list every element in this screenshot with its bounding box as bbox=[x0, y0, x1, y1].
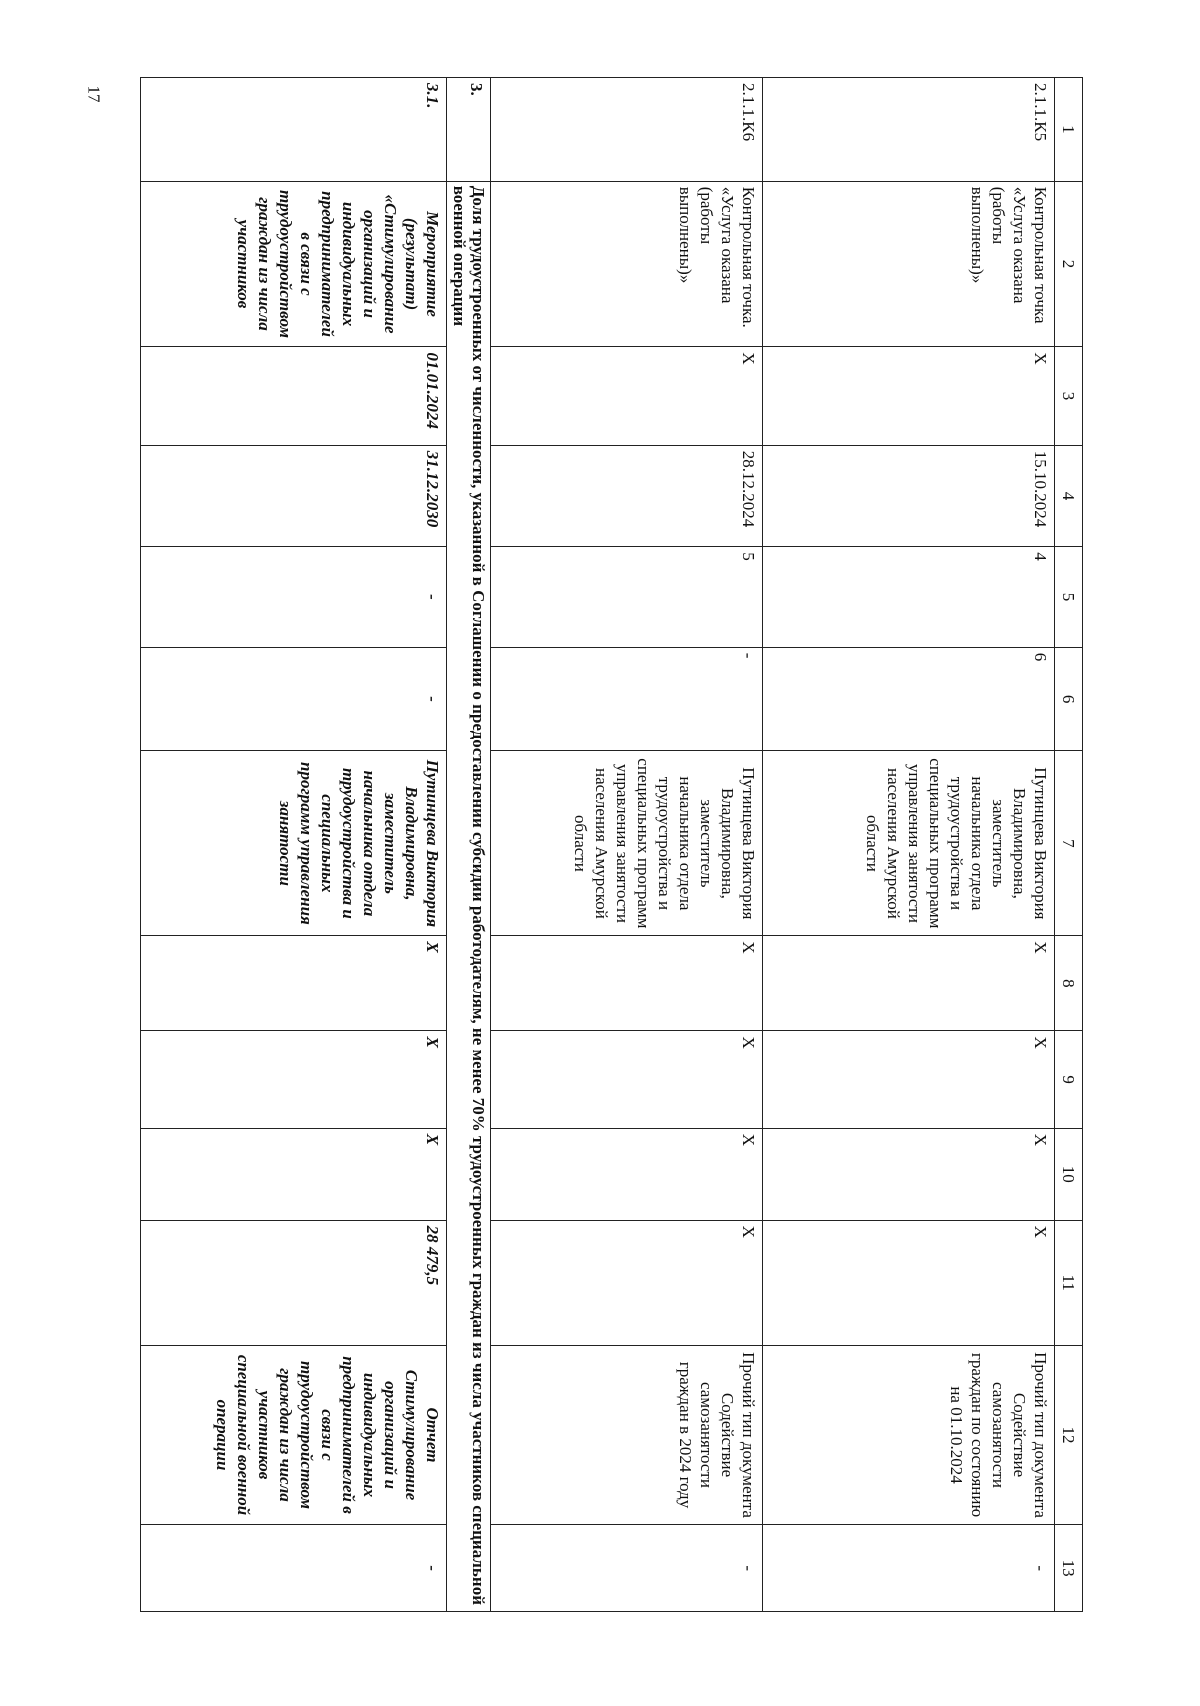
cell-document: Прочий тип документа Содействие самозанятости граждан в 2024 году bbox=[491, 1345, 763, 1525]
cell-c5: 4 bbox=[763, 547, 1055, 647]
page-number: 17 bbox=[84, 85, 104, 103]
cell-c5: 5 bbox=[491, 547, 763, 647]
cell-code: 2.1.1.К6 bbox=[491, 78, 763, 182]
section-row bbox=[447, 78, 491, 1612]
cell-c9: X bbox=[763, 1031, 1055, 1128]
cell-c11: X bbox=[491, 1220, 763, 1345]
cell-c11: 28 479,5 bbox=[141, 1220, 447, 1345]
col-header: 2 bbox=[1055, 181, 1083, 347]
col-header: 12 bbox=[1055, 1345, 1083, 1525]
cell-end: 15.10.2024 bbox=[763, 445, 1055, 547]
cell-c10: X bbox=[141, 1128, 447, 1220]
col-header: 5 bbox=[1055, 547, 1083, 647]
cell-document: Отчет Стимулирование организаций и индивидуальных предпринимателей в связи с трудоустройством граждан из числа участников специальной военной операции bbox=[141, 1345, 447, 1525]
cell-c10: X bbox=[491, 1128, 763, 1220]
col-header: 7 bbox=[1055, 751, 1083, 936]
plan-table bbox=[140, 77, 1083, 1612]
cell-name: Контрольная точка «Услуга оказана (работы выполнены)» bbox=[763, 181, 1055, 347]
cell-code: 3.1. bbox=[141, 78, 447, 182]
cell-c13: - bbox=[141, 1525, 447, 1612]
col-header: 13 bbox=[1055, 1525, 1083, 1612]
cell-c8: X bbox=[763, 936, 1055, 1031]
header-row bbox=[1055, 78, 1083, 1612]
col-header: 4 bbox=[1055, 445, 1083, 547]
cell-responsible: Путинцева Виктория Владимировна, заместитель начальника отдела трудоустройства и специальных программ управления занятости населения Амурской области bbox=[491, 751, 763, 936]
col-header: 10 bbox=[1055, 1128, 1083, 1220]
cell-c5: - bbox=[141, 547, 447, 647]
col-header: 11 bbox=[1055, 1220, 1083, 1345]
cell-c6: 6 bbox=[763, 647, 1055, 751]
section-number: 3. bbox=[447, 78, 491, 182]
cell-document: Прочий тип документа Содействие самозанятости граждан по состоянию на 01.10.2024 bbox=[763, 1345, 1055, 1525]
cell-c8: X bbox=[141, 936, 447, 1031]
cell-start: X bbox=[763, 347, 1055, 445]
cell-start: X bbox=[491, 347, 763, 445]
col-header: 9 bbox=[1055, 1031, 1083, 1128]
cell-end: 28.12.2024 bbox=[491, 445, 763, 547]
document-table-wrapper bbox=[140, 77, 1083, 1612]
cell-c9: X bbox=[141, 1031, 447, 1128]
cell-end: 31.12.2030 bbox=[141, 445, 447, 547]
cell-c13: - bbox=[763, 1525, 1055, 1612]
col-header: 1 bbox=[1055, 78, 1083, 182]
cell-name: Контрольная точка. «Услуга оказана (работы выполнены)» bbox=[491, 181, 763, 347]
cell-code: 2.1.1.К5 bbox=[763, 78, 1055, 182]
cell-c8: X bbox=[491, 936, 763, 1031]
cell-c9: X bbox=[491, 1031, 763, 1128]
cell-responsible: Путинцева Виктория Владимировна, заместитель начальника отдела трудоустройства и специальных программ управления занятости bbox=[141, 751, 447, 936]
cell-start: 01.01.2024 bbox=[141, 347, 447, 445]
col-header: 3 bbox=[1055, 347, 1083, 445]
table-row bbox=[491, 78, 763, 1612]
col-header: 8 bbox=[1055, 936, 1083, 1031]
cell-responsible: Путинцева Виктория Владимировна, заместитель начальника отдела трудоустройства и специальных программ управления занятости населения Амурской области bbox=[763, 751, 1055, 936]
col-header: 6 bbox=[1055, 647, 1083, 751]
cell-c13: - bbox=[491, 1525, 763, 1612]
cell-c6: - bbox=[141, 647, 447, 751]
cell-c11: X bbox=[763, 1220, 1055, 1345]
table-row bbox=[763, 78, 1055, 1612]
table-row bbox=[141, 78, 447, 1612]
section-title: Доля трудоустроенных от численности, указанной в Соглашении о предоставлении субсидии работодателям, не менее 70% трудоустроенных граждан из числа участников специальной военной операции bbox=[447, 181, 491, 1611]
cell-c6: - bbox=[491, 647, 763, 751]
cell-name: Мероприятие (результат) «Стимулирование организаций и индивидуальных предпринимателей в связи с трудоустройством граждан из числа участников bbox=[141, 181, 447, 347]
cell-c10: X bbox=[763, 1128, 1055, 1220]
